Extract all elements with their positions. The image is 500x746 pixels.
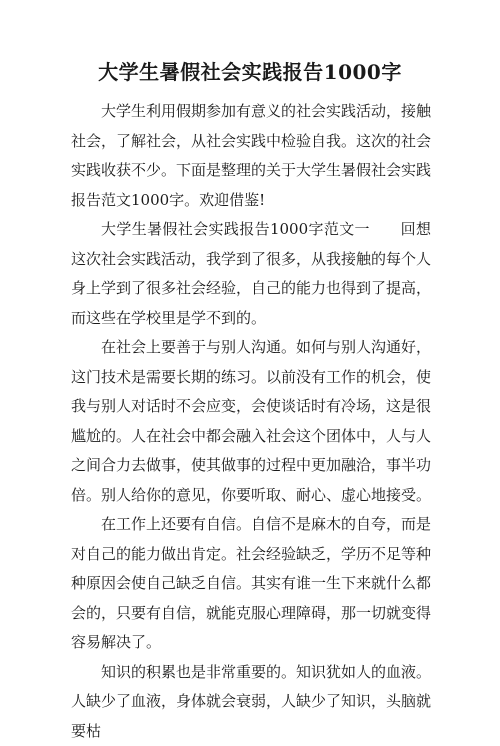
document-title: 大学生暑假社会实践报告1000字 [0, 58, 500, 86]
paragraph-intro: 大学生利用假期参加有意义的社会实践活动，接触社会，了解社会，从社会实践中检验自我。这次的社会实践收获不少。下面是整理的关于大学生暑假社会实践报告范文1000字。欢迎借鉴! [71, 97, 431, 215]
paragraph-confidence: 在工作上还要有自信。自信不是麻木的自夸，而是对自己的能力做出肯定。社会经验缺乏，学历不足等种种原因会使自己缺乏自信。其实有谁一生下来就什么都会的，只要有自信，就能克服心理障碍，那一切就变得容易解决了。 [71, 510, 431, 658]
document-body [71, 97, 431, 746]
paragraph-communication: 在社会上要善于与别人沟通。如何与别人沟通好，这门技术是需要长期的练习。以前没有工作的机会，使我与别人对话时不会应变，会使谈话时有冷场，这是很尴尬的。人在社会中都会融入社会这个团体中，人与人之间合力去做事，使其做事的过程中更加融洽，事半功倍。别人给你的意见，你要听取、耐心、虚心地接受。 [71, 333, 431, 510]
paragraph-knowledge: 知识的积累也是非常重要的。知识犹如人的血液。人缺少了血液，身体就会衰弱，人缺少了知识，头脑就要枯 [71, 658, 431, 746]
paragraph-reflection: 大学生暑假社会实践报告1000字范文一 回想这次社会实践活动，我学到了很多，从我接触的每个人身上学到了很多社会经验，自己的能力也得到了提高，而这些在学校里是学不到的。 [71, 215, 431, 333]
